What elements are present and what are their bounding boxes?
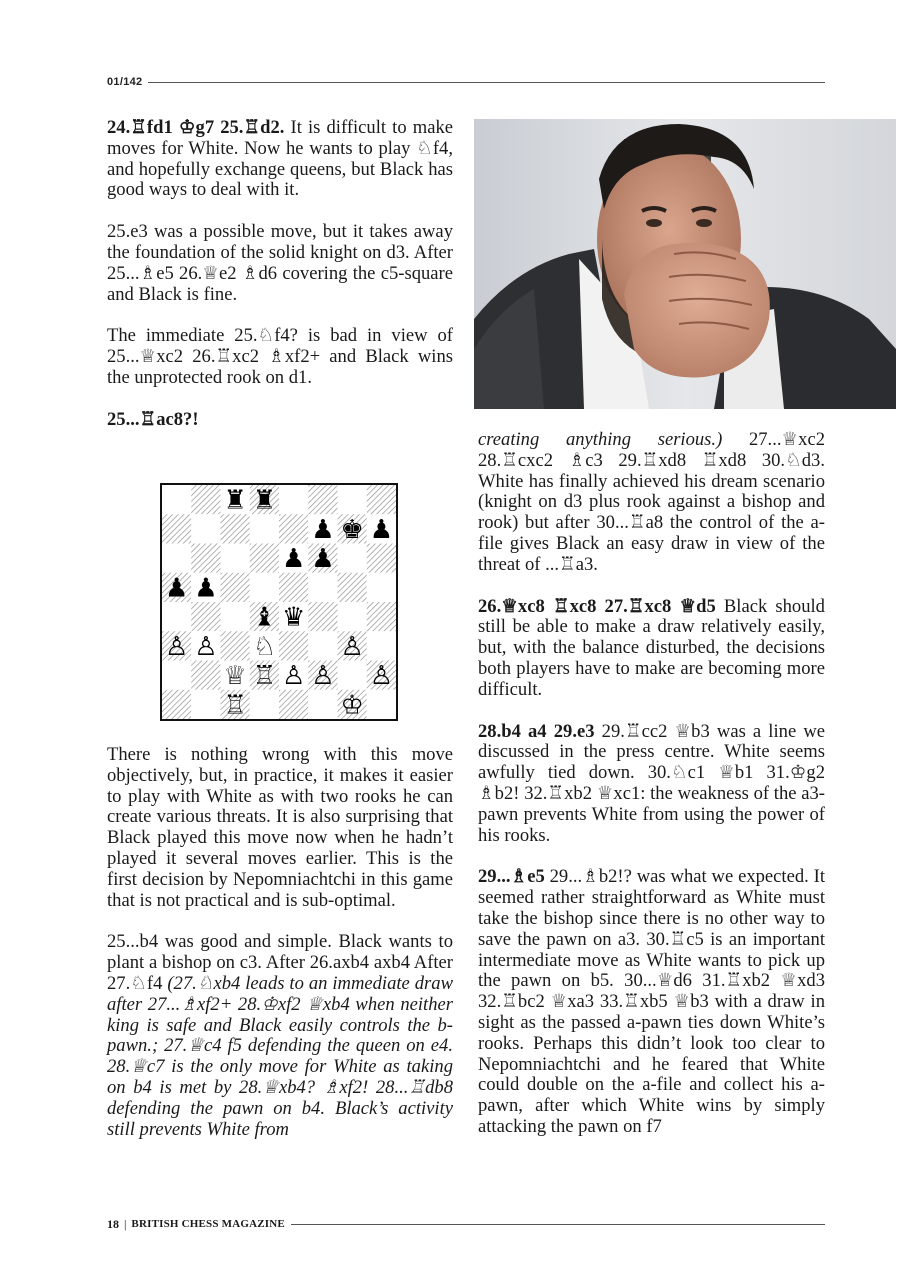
board-square bbox=[338, 602, 367, 631]
chess-piece-c8: ♜ bbox=[223, 485, 247, 516]
footer-rule bbox=[291, 1224, 825, 1225]
page-code: 01/142 bbox=[107, 76, 143, 88]
board-square bbox=[250, 573, 279, 602]
board-square bbox=[308, 631, 337, 660]
page-footer bbox=[107, 1216, 825, 1232]
paragraph-text: 27...♕xc2 28.♖cxc2 ♗c3 29.♖xd8 ♖xd8 30.♘d3. White has finally achieved his dream scenario (knight on d3 plus rook against a bishop and rook) but after 30...♖a8 the control of the a-file gives Black an easy draw in view of the threat of ...♖a3. bbox=[478, 429, 825, 575]
chess-piece-h7: ♟ bbox=[369, 514, 394, 545]
left-column-top bbox=[107, 118, 453, 452]
board-square bbox=[221, 602, 250, 631]
board-square bbox=[367, 544, 396, 573]
paragraph bbox=[107, 118, 453, 201]
chess-piece-c2: ♕ bbox=[223, 661, 247, 692]
board-square bbox=[162, 544, 191, 573]
magazine-title: BRITISH CHESS MAGAZINE bbox=[131, 1218, 285, 1230]
board-square bbox=[367, 631, 396, 660]
paragraph bbox=[478, 430, 825, 576]
chess-piece-e4: ♛ bbox=[281, 602, 306, 633]
paragraph-text: 29...♗b2!? was what we expected. It seemed rather straightforward as White must take the bishop since there is no other way to save the pawn on a3. 30.♖c5 is an important intermediate move as White wants to pick up the pawn on b5. 30...♕d6 31.♖xb2 ♕xd3 32.♖bc2 ♕xa3 33.♖xb5 ♕b3 with a draw in sight as the passed a-pawn ties down White’s rooks. Perhaps this didn’t look too clear to Nepomniachtchi and he feared that White could double on the a-file and collect his a-pawn, after which White wins by simply attacking the pawn on f7 bbox=[478, 866, 825, 1137]
board-square bbox=[308, 485, 337, 514]
chess-piece-d3: ♘ bbox=[252, 631, 277, 662]
paragraph bbox=[478, 722, 825, 847]
board-square bbox=[191, 690, 220, 719]
board-square bbox=[338, 485, 367, 514]
paragraph bbox=[107, 410, 453, 431]
board-square bbox=[279, 631, 308, 660]
board-square bbox=[279, 514, 308, 543]
board-square bbox=[162, 602, 191, 631]
board-square bbox=[250, 690, 279, 719]
board-square bbox=[308, 602, 337, 631]
footer-separator: | bbox=[124, 1216, 127, 1231]
paragraph-text: 29.♖cc2 ♕b3 was a line we discussed in the press centre. White seems awfully tied down. 30.♘c1 ♕b1 31.♔g2 ♗b2! 32.♖xb2 ♕xc1: the weakness of the a3-pawn prevents White from using the power of his rooks. bbox=[478, 720, 826, 846]
paragraph: There is nothing wrong with this move objectively, but, in practice, it makes it easier to play with White as with two rooks he can create various threats. It is also surprising that Black played this move now when he hadn’t played it several moves earlier. This is the first decision by Nepomniachtchi in this game that is not practical and is sub-optimal. bbox=[107, 744, 453, 911]
chessboard bbox=[162, 485, 396, 719]
board-square bbox=[367, 573, 396, 602]
move-notation: 24.♖fd1 ♔g7 25.♖d2. bbox=[107, 117, 285, 138]
board-square bbox=[191, 661, 220, 690]
player-photo-image bbox=[474, 119, 896, 409]
chess-piece-g7: ♚ bbox=[340, 514, 364, 545]
paragraph bbox=[478, 597, 825, 701]
board-square bbox=[250, 544, 279, 573]
paragraph-text: It is difficult to make moves for White. Now he wants to play ♘f4, and hopefully exchange queens, but Black has good ways to deal with it. bbox=[107, 117, 453, 201]
board-square bbox=[221, 544, 250, 573]
paragraph bbox=[107, 932, 453, 1140]
board-square bbox=[367, 690, 396, 719]
page-number: 18 bbox=[107, 1216, 119, 1231]
chess-piece-f6: ♟ bbox=[311, 544, 335, 575]
move-notation: 26.♕xc8 ♖xc8 27.♖xc8 ♕d5 bbox=[478, 595, 716, 617]
chess-piece-h2: ♙ bbox=[369, 661, 394, 692]
board-square bbox=[338, 544, 367, 573]
paragraph bbox=[478, 867, 825, 1137]
page-header bbox=[107, 74, 825, 90]
board-square bbox=[221, 631, 250, 660]
board-square bbox=[367, 602, 396, 631]
board-square bbox=[162, 485, 191, 514]
move-notation: 25...♖ac8?! bbox=[107, 408, 199, 430]
move-notation: 28.b4 a4 29.e3 bbox=[478, 720, 595, 742]
chess-piece-a3: ♙ bbox=[164, 631, 189, 662]
board-square bbox=[250, 514, 279, 543]
chess-piece-f2: ♙ bbox=[311, 661, 335, 692]
player-photo bbox=[474, 119, 896, 409]
board-square bbox=[221, 573, 250, 602]
chess-piece-f7: ♟ bbox=[311, 514, 335, 545]
chess-piece-g3: ♙ bbox=[340, 631, 364, 662]
right-column bbox=[478, 430, 825, 1159]
paragraph-text: 25...b4 was good and simple. Black wants to plant a bishop on c3. After 26.axb4 axb4 After 27.♘f4 bbox=[107, 931, 453, 994]
board-square bbox=[279, 485, 308, 514]
board-square bbox=[338, 661, 367, 690]
board-square bbox=[162, 514, 191, 543]
chess-diagram bbox=[160, 483, 398, 721]
board-square bbox=[279, 573, 308, 602]
paragraph-text: Black should still be able to make a draw relatively easily, but, with the balance disturbed, the decisions both players have to make are becoming more difficult. bbox=[478, 595, 825, 700]
board-square bbox=[162, 661, 191, 690]
board-square bbox=[308, 573, 337, 602]
board-square bbox=[191, 485, 220, 514]
chess-piece-d2: ♖ bbox=[252, 661, 277, 692]
board-square bbox=[162, 690, 191, 719]
chess-piece-c1: ♖ bbox=[223, 690, 247, 719]
board-square bbox=[279, 690, 308, 719]
chess-piece-b5: ♟ bbox=[194, 573, 218, 604]
board-square bbox=[221, 514, 250, 543]
board-square bbox=[191, 514, 220, 543]
move-notation: 29...♗e5 bbox=[478, 866, 545, 888]
italic-variation: creating anything serious.) bbox=[478, 429, 723, 450]
chess-piece-g1: ♔ bbox=[340, 690, 364, 719]
chess-piece-d4: ♝ bbox=[252, 602, 277, 633]
board-square bbox=[191, 602, 220, 631]
board-square bbox=[191, 544, 220, 573]
board-square bbox=[308, 690, 337, 719]
board-square bbox=[367, 485, 396, 514]
header-rule bbox=[148, 82, 825, 83]
chess-piece-d8: ♜ bbox=[252, 485, 277, 516]
italic-variation: (27.♘xb4 leads to an immediate draw after 27...♗xf2+ 28.♔xf2 ♕xb4 when neither king is safe and Black easily controls the b-pawn.; 27.♕c4 f5 defending the queen on e4. 28.♕c7 is the only move for White as taking on b4 is met by 28.♕xb4? ♗xf2! 28...♖db8 defending the pawn on b4. Black’s activity still prevents White from bbox=[107, 972, 453, 1140]
chess-piece-e6: ♟ bbox=[281, 544, 306, 575]
paragraph: The immediate 25.♘f4? is bad in view of 25...♕xc2 26.♖xc2 ♗xf2+ and Black wins the unprotected rook on d1. bbox=[107, 325, 453, 388]
board-square bbox=[338, 573, 367, 602]
left-column-bottom bbox=[107, 745, 453, 1161]
chess-piece-a5: ♟ bbox=[164, 573, 189, 604]
paragraph: 25.e3 was a possible move, but it takes away the foundation of the solid knight on d3. After 25...♗e5 26.♕e2 ♗d6 covering the c5-square and Black is fine. bbox=[107, 221, 453, 305]
chess-piece-b3: ♙ bbox=[194, 631, 218, 662]
chess-piece-e2: ♙ bbox=[281, 661, 306, 692]
